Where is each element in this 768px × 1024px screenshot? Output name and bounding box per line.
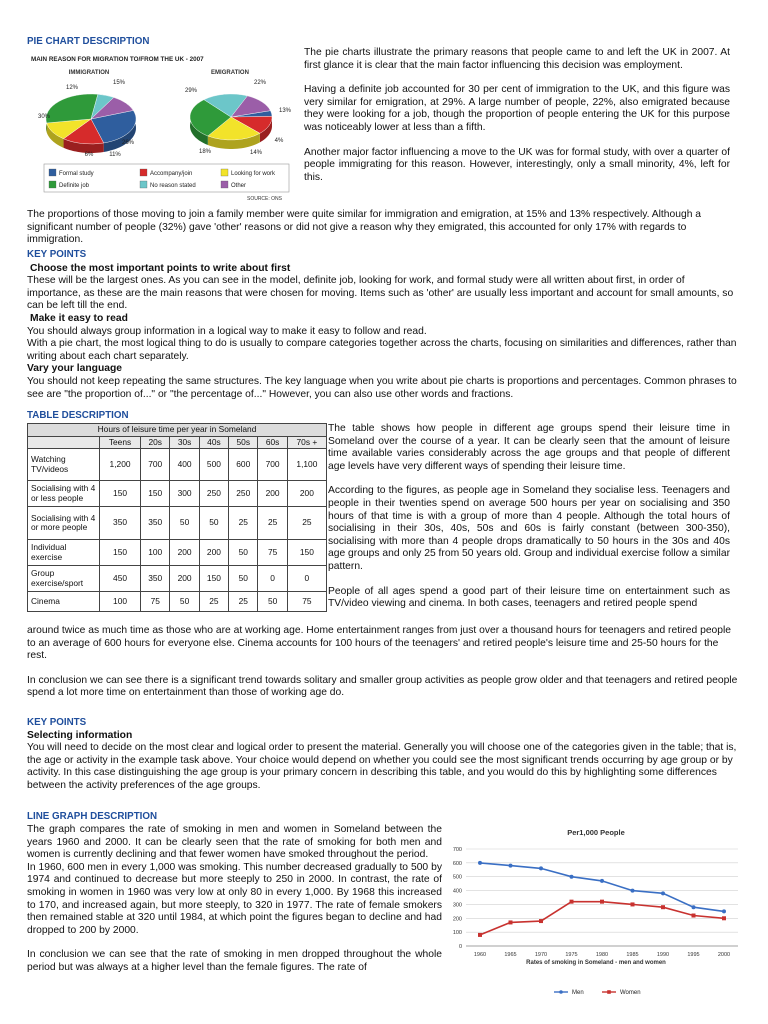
key-point-3-title: Vary your language xyxy=(27,363,122,375)
y-tick-label: 500 xyxy=(452,874,462,881)
pie-charts-svg xyxy=(27,52,295,204)
emigration-pie xyxy=(185,80,292,156)
legend-swatch xyxy=(140,169,147,176)
legend-swatch xyxy=(221,169,228,176)
table-cell: 75 xyxy=(141,592,170,612)
legend-marker xyxy=(607,990,611,994)
table-cell: 50 xyxy=(229,566,258,592)
legend-marker xyxy=(559,990,563,994)
pie-charts-figure xyxy=(27,52,295,204)
data-point-women xyxy=(692,914,696,918)
table-row xyxy=(28,540,327,566)
y-tick-label: 300 xyxy=(452,902,462,909)
table-cell: 0 xyxy=(287,566,326,592)
pie-slice-label: 22% xyxy=(253,80,267,86)
line-chart-legend xyxy=(554,990,641,996)
pie-slice-label: 11% xyxy=(109,152,121,158)
table-cell: 150 xyxy=(141,481,170,507)
table-cell: 350 xyxy=(141,566,170,592)
data-point-men xyxy=(661,891,665,895)
table-header-cell: 60s xyxy=(258,436,287,449)
table-body xyxy=(28,449,327,612)
table-cell: 100 xyxy=(100,592,141,612)
table-cell: 1,200 xyxy=(100,449,141,481)
legend-swatch xyxy=(49,181,56,188)
line-graph-heading: LINE GRAPH DESCRIPTION xyxy=(27,811,158,822)
table-cell: 25 xyxy=(199,592,228,612)
y-tick-label: 700 xyxy=(452,847,462,853)
table-cell: 250 xyxy=(229,481,258,507)
line-paragraph-2: In 1960, 600 men in every 1,000 was smoking. This number decreased gradually to 500 by 1974 and continued to decrease but more steeply to 250 in 2000. In contrast, the rate of smoking in women in 1960 was very low at only 80 in every 1,000. By 1968 this increased to 170, and increased again, but more steeply, to 320 in 1977. The rate of female smokers then remained stable at 320 until 1984, at which point the figures began to decline and had dropped to 200 by 2000. xyxy=(27,861,442,936)
immigration-title: IMMIGRATION xyxy=(68,70,110,76)
table-cell: 200 xyxy=(170,566,199,592)
legend-label: Other xyxy=(231,183,247,189)
table-row-label: Individual exercise xyxy=(28,540,100,566)
pie-paragraph-full xyxy=(27,209,737,247)
table-row xyxy=(28,481,327,507)
leisure-table xyxy=(27,423,327,612)
table-description-full xyxy=(27,625,739,700)
y-tick-label: 0 xyxy=(458,944,462,950)
key-points-2 xyxy=(27,717,739,793)
key-points-1 xyxy=(27,249,739,401)
pie-description xyxy=(304,47,730,184)
legend-label: Women xyxy=(620,990,641,996)
data-point-men xyxy=(509,864,513,868)
line-chart-svg xyxy=(446,824,746,1002)
table-cell: 50 xyxy=(199,507,228,540)
table-cell: 25 xyxy=(229,592,258,612)
table-row-label: Watching TV/videos xyxy=(28,449,100,481)
table-row xyxy=(28,449,327,481)
pie-slice-label: 18% xyxy=(198,149,212,155)
data-point-women xyxy=(661,905,665,909)
key-points-2-title: Selecting information xyxy=(27,729,133,741)
table-row xyxy=(28,507,327,540)
table-cell: 450 xyxy=(100,566,141,592)
legend-label: Looking for work xyxy=(231,171,276,177)
table-cell: 0 xyxy=(258,566,287,592)
table-paragraph-1: The table shows how people in different age groups spend their leisure time in Someland over the course of a year. It can be clearly seen that the amount of leisure time available varies considerably across the age groups and that people of different age levels have very different ways of spending their leisure time. xyxy=(328,423,730,472)
table-heading: TABLE DESCRIPTION xyxy=(27,410,129,421)
table-cell: 25 xyxy=(287,507,326,540)
x-tick-label: 1970 xyxy=(534,952,548,958)
table-cell: 75 xyxy=(287,592,326,612)
line-chart-series xyxy=(478,861,726,937)
pie-slice xyxy=(46,94,98,123)
table-cell: 150 xyxy=(100,540,141,566)
pie-slice-label: 15% xyxy=(112,80,126,86)
data-point-men xyxy=(478,861,482,865)
table-cell: 150 xyxy=(287,540,326,566)
immigration-pie xyxy=(38,80,136,158)
legend-swatch xyxy=(221,181,228,188)
pie-legend xyxy=(49,169,276,189)
pie-chart-heading: PIE CHART DESCRIPTION xyxy=(27,36,150,47)
table-row-label: Cinema xyxy=(28,592,100,612)
legend-label: No reason stated xyxy=(150,183,196,189)
table-cell: 50 xyxy=(258,592,287,612)
table-cell: 250 xyxy=(199,481,228,507)
x-tick-label: 1975 xyxy=(565,952,578,958)
table-row-label: Group exercise/sport xyxy=(28,566,100,592)
key-point-2-text: You should always group information in a logical way to make it easy to follow and read. With a pie chart, the most logical thing to do is usually to compare categories together across the charts, focusing on similarities and differences, rather than writing about each chart separately. xyxy=(27,325,737,362)
line-chart xyxy=(446,824,746,1002)
table-cell: 1,100 xyxy=(287,449,326,481)
leisure-table-wrap xyxy=(27,423,327,612)
table-cell: 150 xyxy=(100,481,141,507)
table-cell: 50 xyxy=(170,507,199,540)
data-point-men xyxy=(631,889,635,893)
table-header-cell: 20s xyxy=(141,436,170,449)
table-cell: 25 xyxy=(258,507,287,540)
data-point-men xyxy=(570,875,574,879)
key-points-1-heading: KEY POINTS xyxy=(27,249,87,260)
data-point-women xyxy=(631,902,635,906)
line-paragraph-1: The graph compares the rate of smoking in men and women in Someland between the years 1960 and 2000. It can be clearly seen that the rate of smoking for both men and women is currently declining and that fewer women have smoked throughout the period. xyxy=(27,824,442,861)
pie-paragraph-2: Having a definite job accounted for 30 per cent of immigration to the UK, and this figure was very similar for emigration, at 29%. A large number of people, 22%, also emigrated because they were looking for a job, though the proportion of people entering the UK for this purpose was noticeably lower at less than a fifth. xyxy=(304,84,730,133)
y-tick-label: 400 xyxy=(452,888,462,895)
pie-source: SOURCE: ONS xyxy=(246,196,282,202)
legend-label: Men xyxy=(572,990,584,996)
table-header-cell: 40s xyxy=(199,436,228,449)
table-header-row xyxy=(28,436,327,449)
pie-slice-label: 30% xyxy=(37,114,51,120)
table-cell: 200 xyxy=(199,540,228,566)
table-row-label: Socialising with 4 or less people xyxy=(28,481,100,507)
table-cell: 700 xyxy=(258,449,287,481)
data-point-women xyxy=(570,900,574,904)
table-paragraph-3-start: People of all ages spend a good part of their leisure time on entertainment such as TV/video viewing and cinema. In both cases, teenagers and retired people spend xyxy=(328,585,730,610)
data-point-men xyxy=(600,879,604,883)
x-tick-label: 2000 xyxy=(717,952,731,958)
legend-label: Definite job xyxy=(59,183,90,189)
pie-slice-label: 6% xyxy=(84,152,94,158)
line-chart-title: Per1,000 People xyxy=(567,828,625,837)
pie-figure-title: MAIN REASON FOR MIGRATION TO/FROM THE UK - 2007 xyxy=(31,56,204,63)
pie-paragraph-1: The pie charts illustrate the primary reasons that people came to and left the UK in 2007. At first glance it is clear that the main factor influencing this decision was employment. xyxy=(304,47,730,71)
table-title: Hours of leisure time per year in Someland xyxy=(28,424,327,437)
pie-slice-label: 4% xyxy=(274,138,284,144)
table-cell: 350 xyxy=(141,507,170,540)
x-tick-label: 1990 xyxy=(656,952,670,958)
line-paragraph-3: In conclusion we can see that the rate of smoking in men dropped throughout the whole period but was always at a higher level than the female figures. The rate of xyxy=(27,949,442,973)
pie-slice-label: 29% xyxy=(184,88,198,94)
y-tick-label: 200 xyxy=(452,916,462,923)
x-tick-label: 1995 xyxy=(687,952,700,958)
legend-label: Formal study xyxy=(59,171,94,177)
data-point-women xyxy=(539,919,543,923)
table-header-cell xyxy=(28,436,100,449)
table-header-cell: 30s xyxy=(170,436,199,449)
table-header-cell: 70s + xyxy=(287,436,326,449)
table-cell: 75 xyxy=(258,540,287,566)
table-header-cell: Teens xyxy=(100,436,141,449)
emigration-title: EMIGRATION xyxy=(211,70,249,76)
line-chart-xlabel: Rates of smoking in Someland - men and women xyxy=(526,960,666,966)
data-point-women xyxy=(600,900,604,904)
data-point-women xyxy=(509,920,513,924)
table-cell: 200 xyxy=(258,481,287,507)
table-cell: 700 xyxy=(141,449,170,481)
table-row xyxy=(28,566,327,592)
legend-label: Accompany/join xyxy=(150,171,193,177)
key-point-2-title: Make it easy to read xyxy=(30,312,128,324)
table-cell: 150 xyxy=(199,566,228,592)
data-point-men xyxy=(539,866,543,870)
table-row-label: Socialising with 4 or more people xyxy=(28,507,100,540)
table-cell: 200 xyxy=(287,481,326,507)
table-row xyxy=(28,592,327,612)
x-tick-label: 1985 xyxy=(626,952,639,958)
table-cell: 500 xyxy=(199,449,228,481)
pie-slice-label: 12% xyxy=(65,85,79,91)
table-cell: 400 xyxy=(170,449,199,481)
pie-paragraph-4: The proportions of those moving to join a family member were quite similar for immigration and emigration, at 15% and 13% respectively. Although a significant number of people (32%) gave 'other' reasons or did not give a reason why they emigrated, this accounted for only 17% with regards to immigration. xyxy=(27,209,702,246)
key-point-1-title: Choose the most important points to write about first xyxy=(30,262,291,274)
data-point-women xyxy=(722,916,726,920)
line-description xyxy=(27,824,442,975)
table-title-row xyxy=(28,424,327,437)
x-tick-label: 1965 xyxy=(504,952,517,958)
key-point-3-text: You should not keep repeating the same structures. The key language when you write about pie charts is proportions and percentages. Common phrases to see are "the proportion of..." or "the percentage of..." However, you can also use other words and fractions. xyxy=(27,375,737,400)
pie-paragraph-3: Another major factor influencing a move to the UK was for formal study, with over a quarter of people immigrating for this reason. However, interestingly, only a small minority, 4%, left for this. xyxy=(304,146,730,183)
legend-swatch xyxy=(49,169,56,176)
data-point-men xyxy=(692,905,696,909)
data-point-women xyxy=(478,933,482,937)
pie-slice-label: 13% xyxy=(278,108,292,114)
table-description xyxy=(328,423,730,611)
key-point-1-text: These will be the largest ones. As you can see in the model, definite job, looking for work, and formal study were all written about first, in order of importance, as these are the main reasons that were chosen for moving. Items such as 'other' are usually less important and account for small amounts, so can be left till the end. xyxy=(27,275,734,312)
table-cell: 300 xyxy=(170,481,199,507)
x-tick-label: 1960 xyxy=(473,952,487,958)
y-tick-label: 100 xyxy=(452,930,462,937)
key-points-2-text: You will need to decide on the most clear and logical order to present the material. Generally you will choose one of the categories given in the table; that is, the age or activity in the example task above. Your choice would depend on whether you could see the most significant trends occurring by age group or by activity. In this case distinguishing the age group is your primary concern in describing this table, and you would do this by highlighting some differences between the activity preferences of the age groups. xyxy=(27,742,737,791)
table-header-cell: 50s xyxy=(229,436,258,449)
x-tick-label: 1980 xyxy=(595,952,609,958)
table-cell: 200 xyxy=(170,540,199,566)
data-point-men xyxy=(722,909,726,913)
table-cell: 350 xyxy=(100,507,141,540)
table-paragraph-2: According to the figures, as people age in Someland they socialise less. Teenagers and people in their twenties spend on average 500 hours per year on socialising and 350 hours of that time is with a group of more than 4 people. Although the total hours of socialising in their 30s, 40s, 50s and 60s is fairly constant (between 300-350), socialising with more than 4 people drops dramatically to 50 hours in the 30s and 40s age groups and only 25 from 50 years old. Group and individual exercise follow a similar pattern. xyxy=(328,485,730,572)
y-tick-label: 600 xyxy=(452,860,462,867)
table-cell: 600 xyxy=(229,449,258,481)
series-line-men xyxy=(480,863,724,912)
table-paragraph-3-end: around twice as much time as those who are at working age. Home entertainment ranges from just over a thousand hours for teenagers and retired people to an average of 600 hours for everyone else. Cinema accounts for 100 hours of the teenagers' and retired people's leisure time and 25-50 hours for the rest. xyxy=(27,625,732,662)
pie-slice-label: 14% xyxy=(249,150,263,156)
key-points-2-heading: KEY POINTS xyxy=(27,717,87,728)
pie-slice-label: 26% xyxy=(121,140,135,146)
table-cell: 50 xyxy=(170,592,199,612)
table-cell: 50 xyxy=(229,540,258,566)
table-cell: 100 xyxy=(141,540,170,566)
table-conclusion: In conclusion we can see there is a significant trend towards solitary and smaller group activities as people grow older and that teenagers and retired people spend a lot more time on entertainment than those of working age do. xyxy=(27,674,738,699)
legend-swatch xyxy=(140,181,147,188)
table-cell: 25 xyxy=(229,507,258,540)
